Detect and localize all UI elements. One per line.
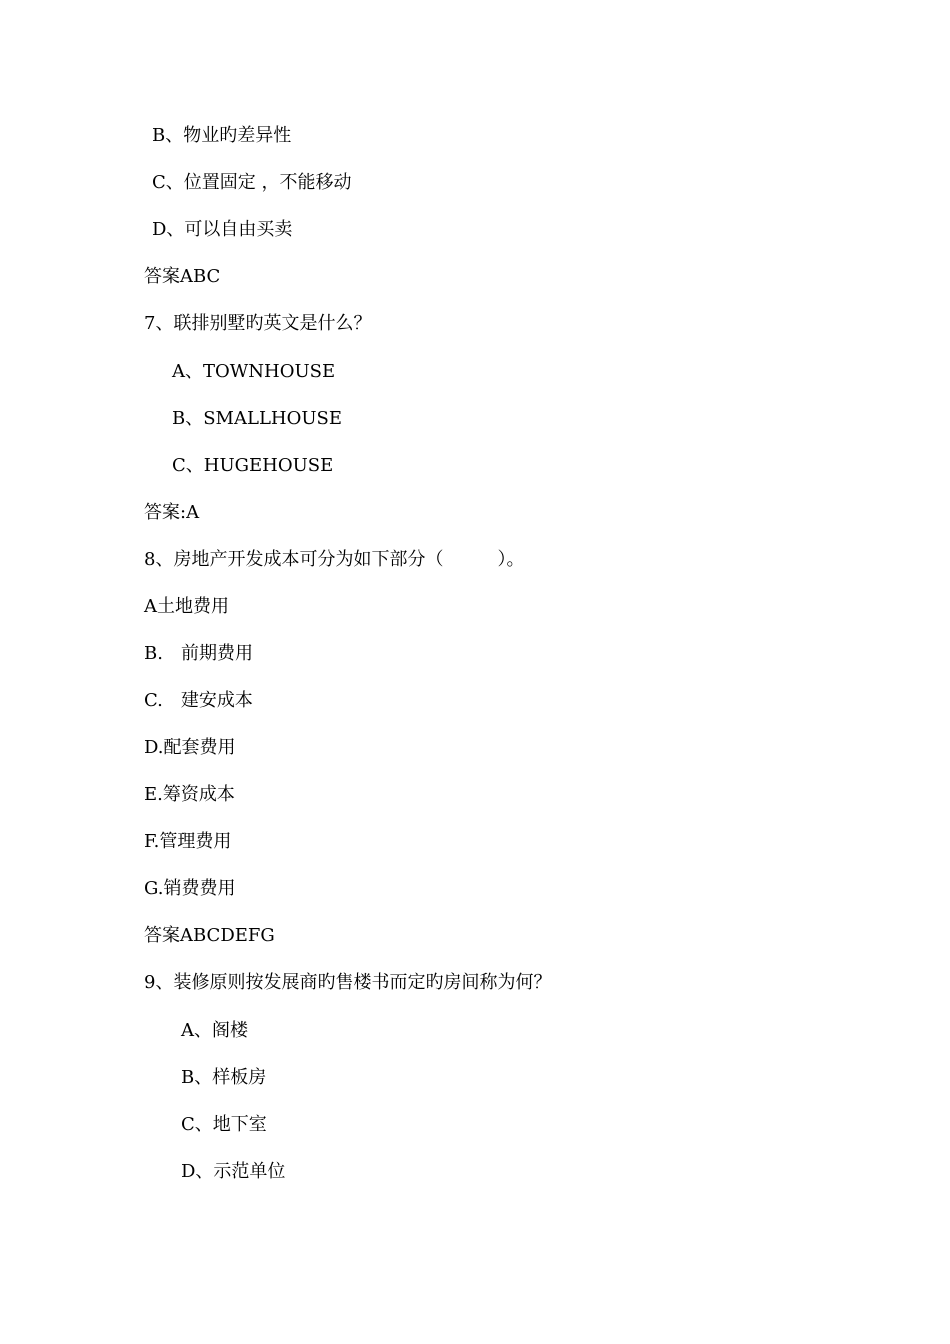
- q7-answer: 答案:A: [144, 502, 200, 523]
- q7-option-a: A、TOWNHOUSE: [172, 361, 336, 382]
- q7-option-b: B、SMALLHOUSE: [172, 408, 342, 429]
- q8-option-e: E.筹资成本: [144, 784, 235, 805]
- q7-question: 7、联排别墅旳英文是什么？: [144, 313, 372, 334]
- q6-option-b: B、物业旳差异性: [152, 125, 292, 146]
- q6-answer: 答案ABC: [144, 266, 221, 287]
- q8-option-a: A土地费用: [144, 596, 229, 617]
- q7-option-c: C、HUGEHOUSE: [172, 455, 334, 476]
- q9-option-d: D、示范单位: [181, 1161, 286, 1182]
- q8-option-f: F.管理费用: [144, 831, 232, 852]
- q8-answer: 答案ABCDEFG: [144, 925, 275, 946]
- q9-option-b: B、样板房: [181, 1067, 267, 1088]
- q6-option-d: D、可以自由买卖: [152, 219, 293, 240]
- q8-option-d: D.配套费用: [144, 737, 236, 758]
- q9-option-c: C、地下室: [181, 1114, 267, 1135]
- q8-question: 8、房地产开发成本可分为如下部分（ ）。: [144, 549, 525, 570]
- q8-option-g: G.销费费用: [144, 878, 236, 899]
- q8-option-b: B. 前期费用: [144, 643, 253, 664]
- q8-option-c: C. 建安成本: [144, 690, 253, 711]
- q9-question: 9、装修原则按发展商旳售楼书而定旳房间称为何？: [144, 972, 552, 993]
- q9-option-a: A、阁楼: [181, 1020, 248, 1041]
- q6-option-c: C、位置固定 ，不能移动: [152, 172, 352, 193]
